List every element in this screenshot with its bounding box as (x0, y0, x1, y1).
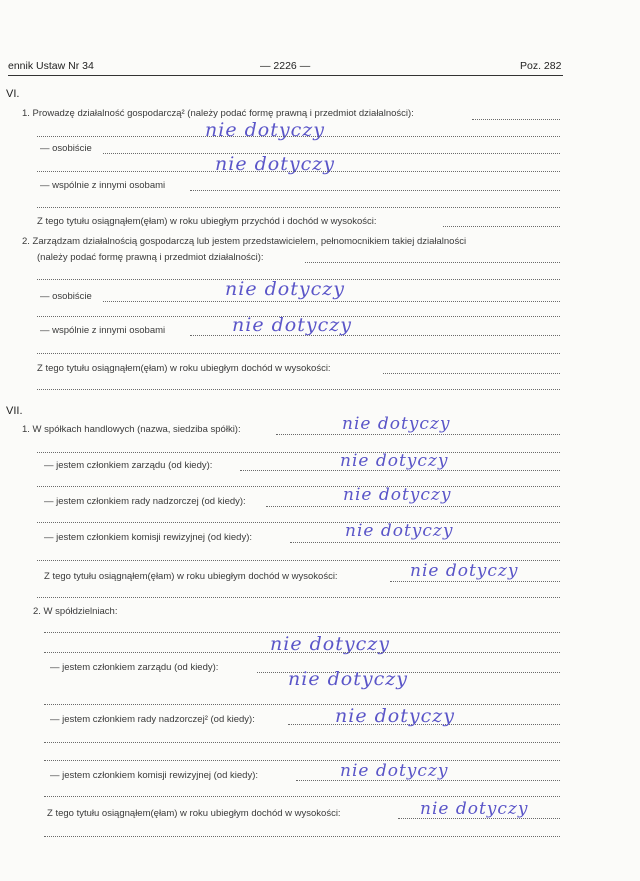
fill-line (44, 742, 560, 743)
fill-line (37, 136, 560, 137)
q6-2-wspolnie: — wspólnie z innymi osobami (40, 325, 166, 336)
fill-line (44, 704, 560, 705)
fill-line (37, 452, 560, 453)
fill-line (44, 796, 560, 797)
handwritten-answer: nie dotyczy (215, 153, 335, 175)
q6-1-text: 1. Prowadzę działalność gospodarczą² (należy podać formę prawną i przedmiot działalności): (22, 108, 414, 119)
section-vi-title: VI. (6, 88, 20, 100)
fill-line (37, 353, 560, 354)
q6-1-osobiscie: — osobiście (40, 143, 92, 154)
position-number: Poz. 282 (520, 60, 562, 72)
q7-2-rada: — jestem członkiem rady nadzorczej² (od kiedy): (50, 714, 255, 725)
handwritten-answer: nie dotyczy (232, 314, 352, 336)
handwritten-answer: nie dotyczy (343, 485, 452, 505)
fill-line (190, 190, 560, 191)
fill-line (472, 119, 560, 120)
q7-1-text: 1. W spółkach handlowych (nazwa, siedziba spółki): (22, 424, 241, 435)
fill-line (37, 522, 560, 523)
q6-2-osobiscie: — osobiście (40, 291, 92, 302)
handwritten-answer: nie dotyczy (335, 705, 455, 727)
fill-line (44, 836, 560, 837)
q6-2-text-b: (należy podać formę prawną i przedmiot działalności): (37, 252, 264, 263)
page-number: — 2226 — (260, 60, 311, 72)
handwritten-answer: nie dotyczy (420, 799, 529, 819)
fill-line (44, 760, 560, 761)
q7-1-income: Z tego tytułu osiągnąłem(ęłam) w roku ubiegłym dochód w wysokości: (44, 571, 338, 582)
handwritten-answer: nie dotyczy (410, 561, 519, 581)
handwritten-answer: nie dotyczy (340, 761, 449, 781)
journal-title: ennik Ustaw Nr 34 (8, 60, 94, 72)
fill-line (37, 597, 560, 598)
q7-1-komisja: — jestem członkiem komisji rewizyjnej (od kiedy): (44, 532, 252, 543)
fill-line (276, 434, 560, 435)
fill-line (37, 171, 560, 172)
q7-2-zarzad: — jestem członkiem zarządu (od kiedy): (50, 662, 219, 673)
q7-1-zarzad: — jestem członkiem zarządu (od kiedy): (44, 460, 213, 471)
section-vii-title: VII. (6, 405, 23, 417)
q7-1-rada: — jestem członkiem rady nadzorczej (od kiedy): (44, 496, 246, 507)
fill-line (443, 226, 560, 227)
fill-line (305, 262, 560, 263)
handwritten-answer: nie dotyczy (225, 278, 345, 300)
handwritten-answer: nie dotyczy (270, 633, 390, 655)
handwritten-answer: nie dotyczy (288, 668, 408, 690)
fill-line (266, 506, 560, 507)
q6-1-wspolnie: — wspólnie z innymi osobami (40, 180, 166, 191)
q7-2-income: Z tego tytułu osiągnąłem(ęłam) w roku ubiegłym dochód w wysokości: (47, 808, 341, 819)
fill-line (37, 486, 560, 487)
fill-line (37, 389, 560, 390)
fill-line (44, 652, 560, 653)
handwritten-answer: nie dotyczy (342, 414, 451, 434)
handwritten-answer: nie dotyczy (205, 119, 325, 141)
header-rule (8, 75, 563, 76)
fill-line (290, 542, 560, 543)
handwritten-answer: nie dotyczy (340, 451, 449, 471)
q7-2-komisja: — jestem członkiem komisji rewizyjnej (od kiedy): (50, 770, 258, 781)
q6-2-text-a: 2. Zarządzam działalnością gospodarczą lub jestem przedstawicielem, pełnomocnikiem takiej działalności (22, 236, 467, 247)
fill-line (383, 373, 560, 374)
fill-line (37, 207, 560, 208)
q6-1-income: Z tego tytułu osiągnąłem(ęłam) w roku ubiegłym przychód i dochód w wysokości: (37, 216, 377, 227)
handwritten-answer: nie dotyczy (345, 521, 454, 541)
q7-2-text: 2. W spółdzielniach: (33, 606, 118, 617)
fill-line (103, 301, 560, 302)
q6-2-income: Z tego tytułu osiągnąłem(ęłam) w roku ubiegłym dochód w wysokości: (37, 363, 331, 374)
fill-line (390, 581, 560, 582)
